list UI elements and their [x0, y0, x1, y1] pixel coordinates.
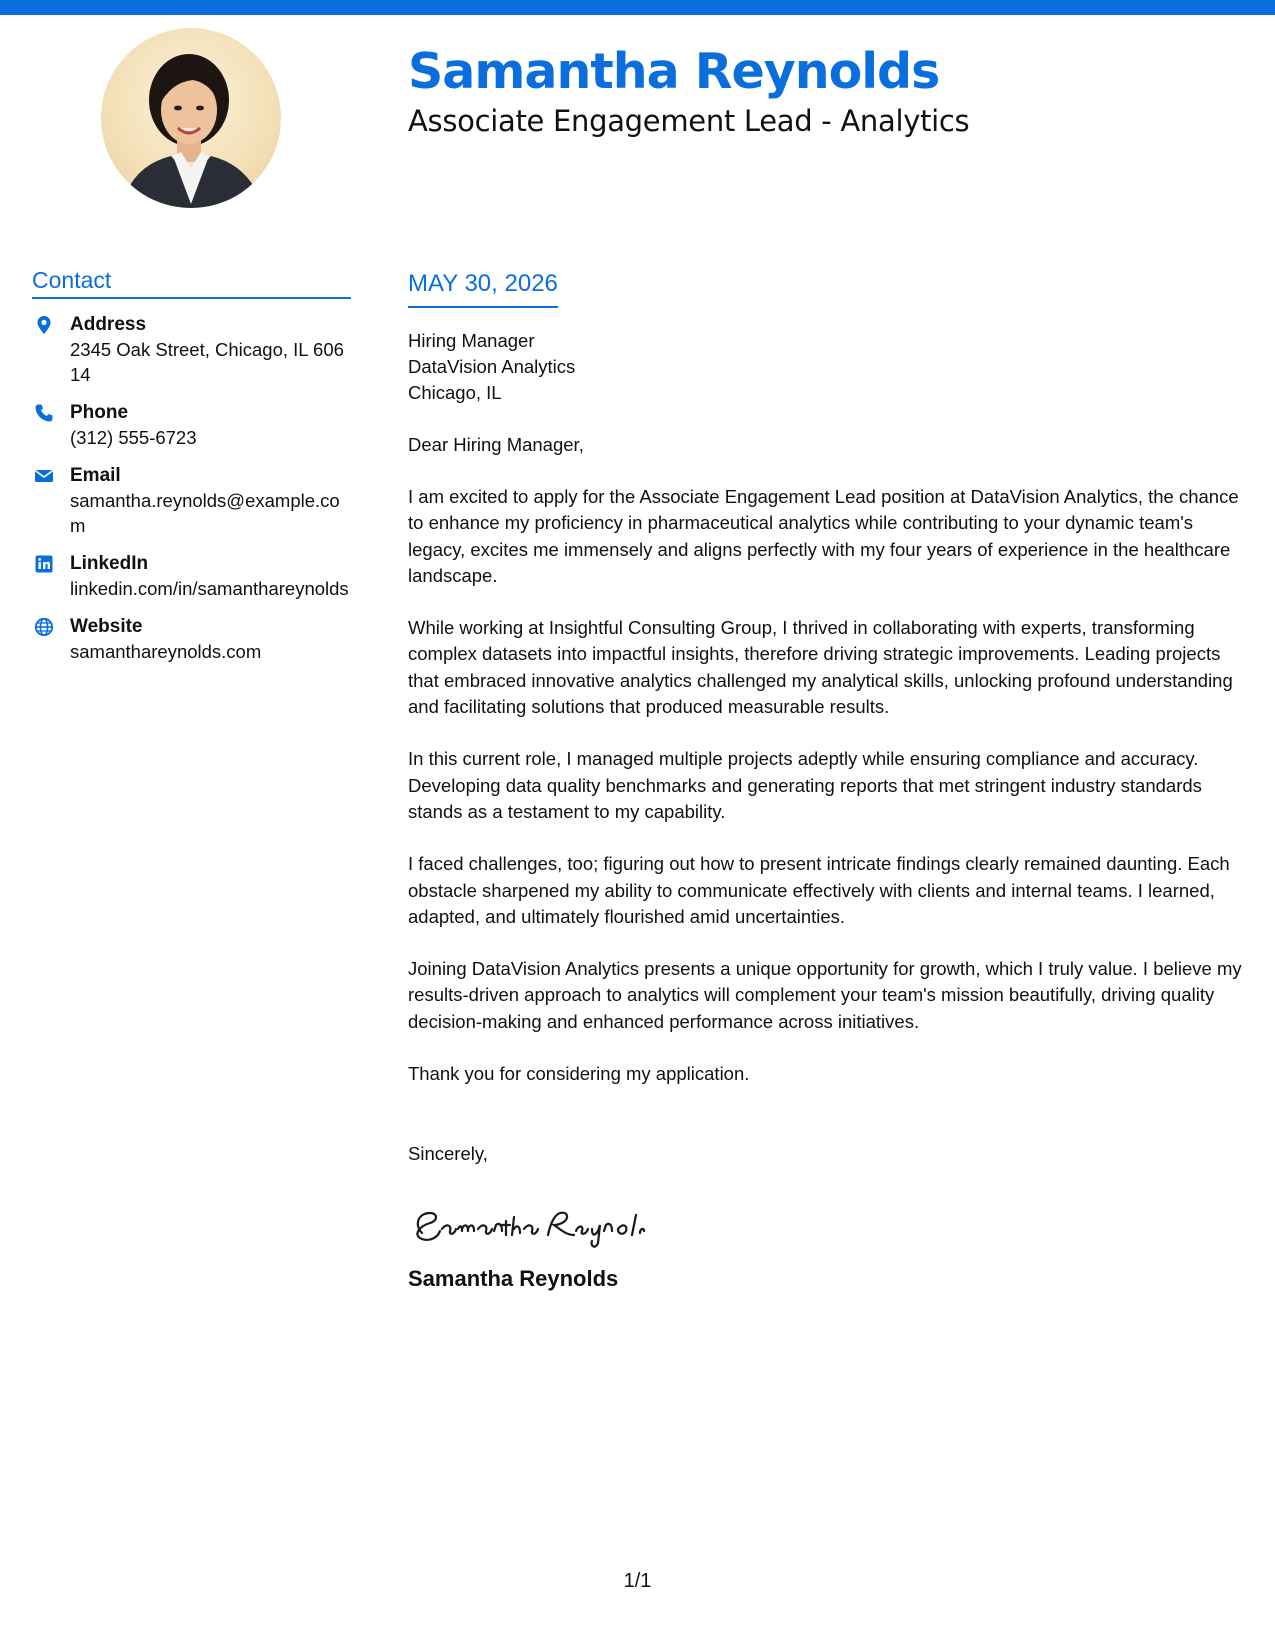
recipient-line: Hiring Manager: [408, 330, 535, 351]
email-value[interactable]: samantha.reynolds@example.com: [70, 490, 340, 536]
contact-sidebar: [32, 266, 351, 664]
phone-value[interactable]: (312) 555-6723: [70, 427, 197, 448]
phone-icon: [34, 403, 54, 423]
body-paragraph: While working at Insightful Consulting Group, I thrived in collaborating with experts, transforming complex datasets into impactful insights, therefore driving strategic improvements. Leading projects that embraced innovative analytics challenged my analytical skills, unlocking profound understanding and facilitating solutions that produced measurable results.: [408, 617, 1233, 718]
email-label: Email: [70, 465, 121, 486]
globe-icon: [34, 617, 54, 637]
recipient-line: DataVision Analytics: [408, 356, 576, 377]
contact-heading: Contact: [32, 266, 351, 299]
address-label: Address: [70, 314, 147, 335]
recipient-block: [408, 328, 1248, 406]
linkedin-value[interactable]: linkedin.com/in/samanthareynolds: [70, 578, 349, 599]
body-paragraph: I am excited to apply for the Associate Engagement Lead position at DataVision Analytics, the chance to enhance my proficiency in pharmaceutical analytics while contributing to your dynamic team's legacy, excites me immensely and aligns perfectly with my four years of experience in the healthcare landscape.: [408, 486, 1239, 586]
body-paragraph: Thank you for considering my application.: [408, 1063, 750, 1085]
top-accent-bar: [0, 0, 1275, 15]
contact-item-website: [32, 615, 351, 664]
body-paragraph: Joining DataVision Analytics presents a unique opportunity for growth, which I truly value. I believe my results-driven approach to analytics will complement your team's mission beautifully, driving quality decision-making and enhanced performance across initiatives.: [408, 958, 1242, 1032]
contact-item-email: [32, 464, 351, 538]
job-title: Associate Engagement Lead - Analytics: [408, 104, 970, 138]
candidate-name: Samantha Reynolds: [408, 43, 940, 100]
address-value: 2345 Oak Street, Chicago, IL 60614: [70, 339, 344, 385]
letter-date: MAY 30, 2026: [408, 268, 558, 308]
recipient-line: Chicago, IL: [408, 382, 502, 403]
header: [408, 42, 969, 140]
profile-photo: [101, 28, 281, 208]
contact-item-phone: [32, 401, 351, 450]
contact-item-address: [32, 313, 351, 387]
handwritten-signature: [408, 1195, 668, 1251]
website-value[interactable]: samanthareynolds.com: [70, 641, 262, 662]
website-label: Website: [70, 616, 143, 637]
phone-label: Phone: [70, 402, 129, 423]
map-pin-icon: [34, 315, 54, 335]
contact-item-linkedin: [32, 552, 351, 601]
signed-name: Samantha Reynolds: [408, 1266, 619, 1292]
body-paragraph: In this current role, I managed multiple projects adeptly while ensuring compliance and accuracy. Developing data quality benchmarks and generating reports that met stringent industry standards stands as a testament to my capability.: [408, 748, 1202, 822]
mail-icon: [34, 466, 54, 486]
linkedin-label: LinkedIn: [70, 553, 149, 574]
body-paragraph: I faced challenges, too; figuring out how to present intricate findings clearly remained daunting. Each obstacle sharpened my ability to communicate effectively with clients and internal teams. I learned, adapted, and ultimately flourished amid uncertainties.: [408, 853, 1230, 927]
linkedin-icon: [34, 554, 54, 574]
closing: Sincerely,: [408, 1143, 488, 1165]
salutation: Dear Hiring Manager,: [408, 434, 584, 455]
letter-body: [408, 268, 1248, 1293]
page-number: 1/1: [623, 1570, 652, 1592]
